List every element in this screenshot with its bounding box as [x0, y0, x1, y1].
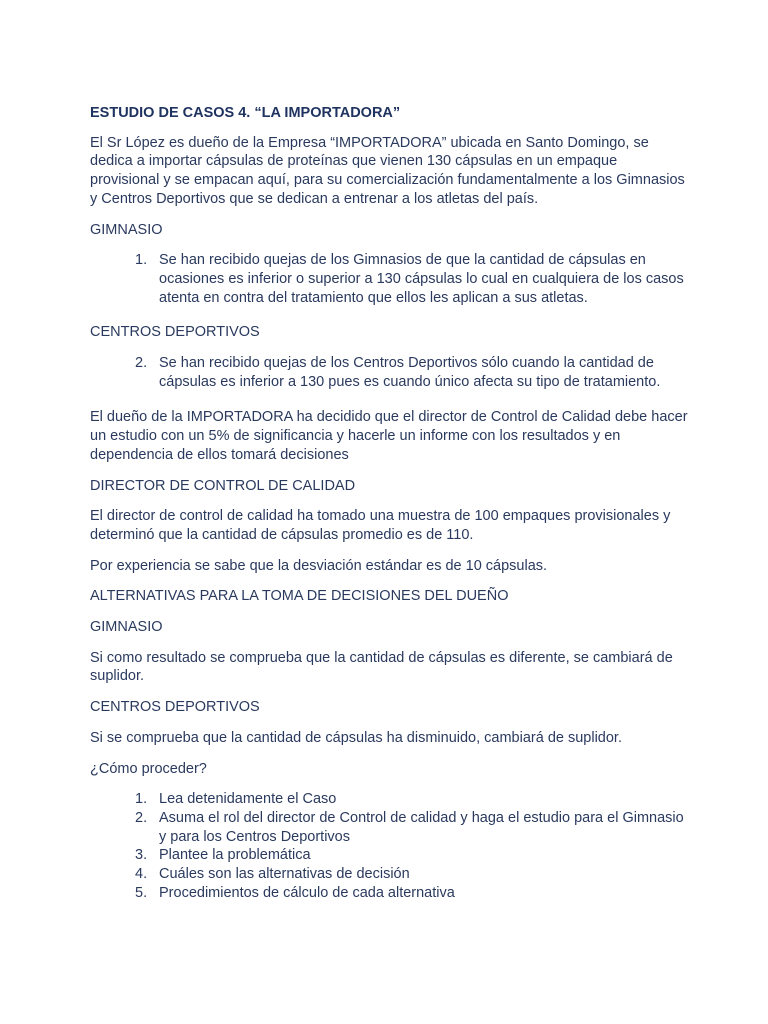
list-item-text: Se han recibido quejas de los Centros Deportivos sólo cuando la cantidad de cápsulas es inferior a 130 pues es cuando único afecta su tipo de tratamiento.	[159, 355, 661, 390]
centros-list	[90, 354, 690, 391]
list-item	[90, 884, 690, 903]
list-item	[90, 846, 690, 865]
list-item-text: Asuma el rol del director de Control de calidad y haga el estudio para el Gimnasio y para los Centros Deportivos	[159, 809, 684, 845]
list-item-number: 1.	[135, 791, 148, 808]
proceder-heading: ¿Cómo proceder?	[90, 760, 207, 777]
decision-paragraph: El dueño de la IMPORTADORA ha decidido que el director de Control de Calidad debe hacer un estudio con un 5% de significancia y hacerle un informe con los resultados y en dependencia de ellos tomará decisiones	[90, 409, 688, 463]
director-paragraph: El director de control de calidad ha tomado una muestra de 100 empaques provisionales y determinó que la cantidad de cápsulas promedio es de 110.	[90, 508, 671, 543]
gimnasio-heading: GIMNASIO	[90, 221, 163, 238]
list-item	[90, 865, 690, 884]
list-item	[90, 354, 690, 391]
steps-list	[90, 790, 690, 902]
gimnasio-heading-2: GIMNASIO	[90, 619, 163, 636]
list-item-number: 2.	[135, 355, 148, 372]
list-item-number: 1.	[135, 252, 148, 269]
document-title: ESTUDIO DE CASOS 4. “LA IMPORTADORA”	[90, 105, 401, 121]
document-page	[90, 104, 690, 903]
list-item-text: Plantee la problemática	[159, 847, 311, 864]
list-item	[90, 251, 690, 307]
centros-heading-2: CENTROS DEPORTIVOS	[90, 699, 260, 716]
gimnasio-paragraph: Si como resultado se comprueba que la cantidad de cápsulas es diferente, se cambiará de suplidor.	[90, 649, 673, 685]
list-item-text: Lea detenidamente el Caso	[159, 791, 337, 808]
list-item-text: Procedimientos de cálculo de cada alternativa	[159, 884, 455, 901]
list-item-number: 3.	[135, 847, 148, 864]
intro-paragraph: El Sr López es dueño de la Empresa “IMPORTADORA” ubicada en Santo Domingo, se dedica a importar cápsulas de proteínas que vienen 130 cápsulas en un empaque provisional y se empacan aquí, para su comercialización fundamentalmente a los Gimnasios y Centros Deportivos que se dedican a entrenar a los atletas del país.	[90, 134, 685, 207]
list-item	[90, 790, 690, 809]
list-item	[90, 809, 690, 846]
list-item-text: Cuáles son las alternativas de decisión	[159, 866, 410, 883]
centros-heading: CENTROS DEPORTIVOS	[90, 324, 260, 341]
director-heading: DIRECTOR DE CONTROL DE CALIDAD	[90, 477, 356, 494]
centros-paragraph: Si se comprueba que la cantidad de cápsulas ha disminuido, cambiará de suplidor.	[90, 729, 622, 746]
list-item-text: Se han recibido quejas de los Gimnasios de que la cantidad de cápsulas en ocasiones es inferior o superior a 130 cápsulas lo cual en cualquiera de los casos atenta en contra del tratamiento que ellos les aplican a sus atletas.	[159, 252, 684, 306]
list-item-number: 5.	[135, 884, 148, 901]
list-item-number: 2.	[135, 809, 148, 826]
gimnasio-list	[90, 251, 690, 307]
alternativas-heading: ALTERNATIVAS PARA LA TOMA DE DECISIONES DEL DUEÑO	[90, 588, 509, 605]
list-item-number: 4.	[135, 866, 148, 883]
experience-paragraph: Por experiencia se sabe que la desviación estándar es de 10 cápsulas.	[90, 557, 548, 574]
